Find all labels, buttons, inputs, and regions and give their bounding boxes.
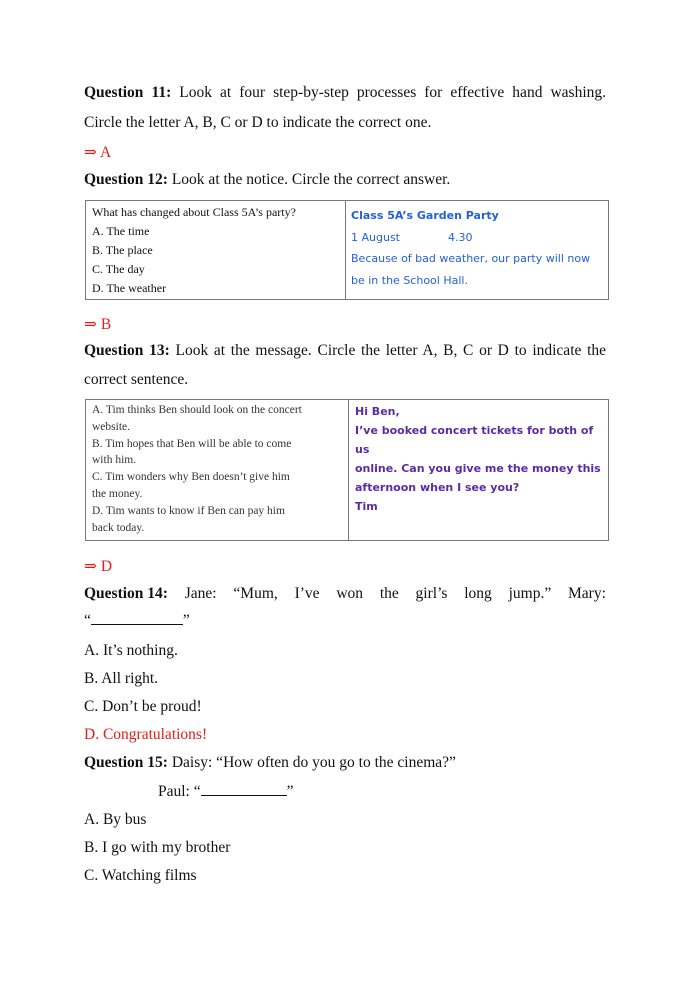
q12-option-c: C. The day	[92, 262, 145, 276]
q12-notice	[346, 201, 608, 299]
q13-option-a-1: A. Tim thinks Ben should look on the concert	[92, 404, 302, 416]
q14-line-1	[84, 585, 606, 603]
q14-option-d: D. Congratulations!	[84, 726, 208, 743]
message-signature: Tim	[355, 500, 378, 513]
notice-datetime	[351, 227, 603, 249]
q15-option-b: B. I go with my brother	[84, 839, 231, 856]
q14-answer-blank[interactable]	[91, 624, 183, 625]
q14-option-a: A. It’s nothing.	[84, 642, 178, 659]
q15-text: Daisy: “How often do you go to the cinema?”	[167, 754, 456, 771]
message-greeting: Hi Ben,	[355, 405, 400, 418]
q14-label: Question 14:	[84, 585, 168, 602]
notice-body-1: Because of bad weather, our party will now	[351, 252, 591, 265]
q14-option-b: B. All right.	[84, 670, 159, 687]
q12-question: What has changed about Class 5A’s party?	[92, 205, 296, 219]
q11-answer: ⇒ A	[84, 144, 112, 161]
q13-option-b-1: B. Tim hopes that Ben will be able to come	[92, 437, 292, 450]
message-line-2: online. Can you give me the money this	[355, 462, 601, 475]
q13-message	[349, 400, 608, 540]
q13-label: Question 13:	[84, 342, 170, 359]
q14-open-quote: “	[84, 612, 91, 629]
q12-options-cell	[86, 201, 346, 299]
q11-text-1: Look at four step-by-step processes for effective hand washing.	[171, 84, 606, 101]
q15-paul-prefix: Paul: “	[158, 783, 201, 800]
q14-word: won	[336, 585, 364, 602]
q13-option-c-1: C. Tim wonders why Ben doesn’t give him	[92, 471, 290, 484]
q13-text-1: Look at the message. Circle the letter A, B, C or D to indicate the	[169, 342, 607, 359]
q13-answer: ⇒ D	[84, 558, 113, 575]
q14-word: girl’s	[415, 585, 448, 602]
message-line-1: I’ve booked concert tickets for both of us	[355, 424, 594, 456]
q13-option-b-2: with him.	[92, 454, 137, 467]
q15-blank-line	[158, 783, 294, 801]
q14-close-quote: ”	[182, 612, 190, 629]
q13-options-cell	[86, 400, 349, 540]
q14-word: Mary:	[568, 585, 606, 602]
q14-word: long	[464, 585, 492, 602]
q12-option-a: A. The time	[92, 224, 150, 238]
q14-word: Jane:	[184, 585, 217, 602]
q15-option-c: C. Watching films	[84, 867, 197, 884]
q14-word: jump.”	[508, 585, 552, 602]
q12-table	[85, 200, 609, 300]
q13-option-c-2: the money.	[92, 487, 143, 500]
q14-blank-line	[84, 612, 190, 630]
q12-answer: ⇒ B	[84, 316, 112, 333]
q11-text-2: Circle the letter A, B, C or D to indicate the correct one.	[84, 114, 432, 131]
q15-option-a: A. By bus	[84, 811, 147, 828]
q15-line	[84, 754, 456, 772]
notice-body-2: be in the School Hall.	[351, 273, 468, 287]
q13-option-d-1: D. Tim wants to know if Ben can pay him	[92, 504, 285, 517]
q11-label: Question 11:	[84, 84, 172, 101]
notice-title: Class 5A’s Garden Party	[351, 209, 499, 222]
q12-label: Question 12:	[84, 171, 168, 188]
q12-text: Look at the notice. Circle the correct answer.	[167, 171, 451, 188]
q15-label: Question 15:	[84, 754, 168, 771]
notice-date: 1 August	[351, 230, 400, 244]
q14-word: the	[379, 585, 399, 602]
q11-line-1	[84, 84, 606, 102]
q12-line	[84, 171, 450, 189]
q15-close-quote: ”	[286, 783, 294, 800]
q15-answer-blank[interactable]	[201, 795, 287, 796]
notice-time: 4.30	[448, 230, 473, 244]
q14-word: I’ve	[294, 585, 320, 602]
q13-text-2: correct sentence.	[84, 371, 189, 388]
q13-table	[85, 399, 609, 541]
q12-option-b: B. The place	[92, 243, 153, 257]
q12-option-d: D. The weather	[92, 281, 167, 295]
q14-option-c: C. Don’t be proud!	[84, 698, 202, 715]
q13-line-1	[84, 342, 606, 360]
q14-word: “Mum,	[233, 585, 278, 602]
message-line-3: afternoon when I see you?	[355, 481, 520, 494]
q13-option-d-2: back today.	[92, 521, 145, 534]
q13-option-a-2: website.	[92, 420, 131, 433]
